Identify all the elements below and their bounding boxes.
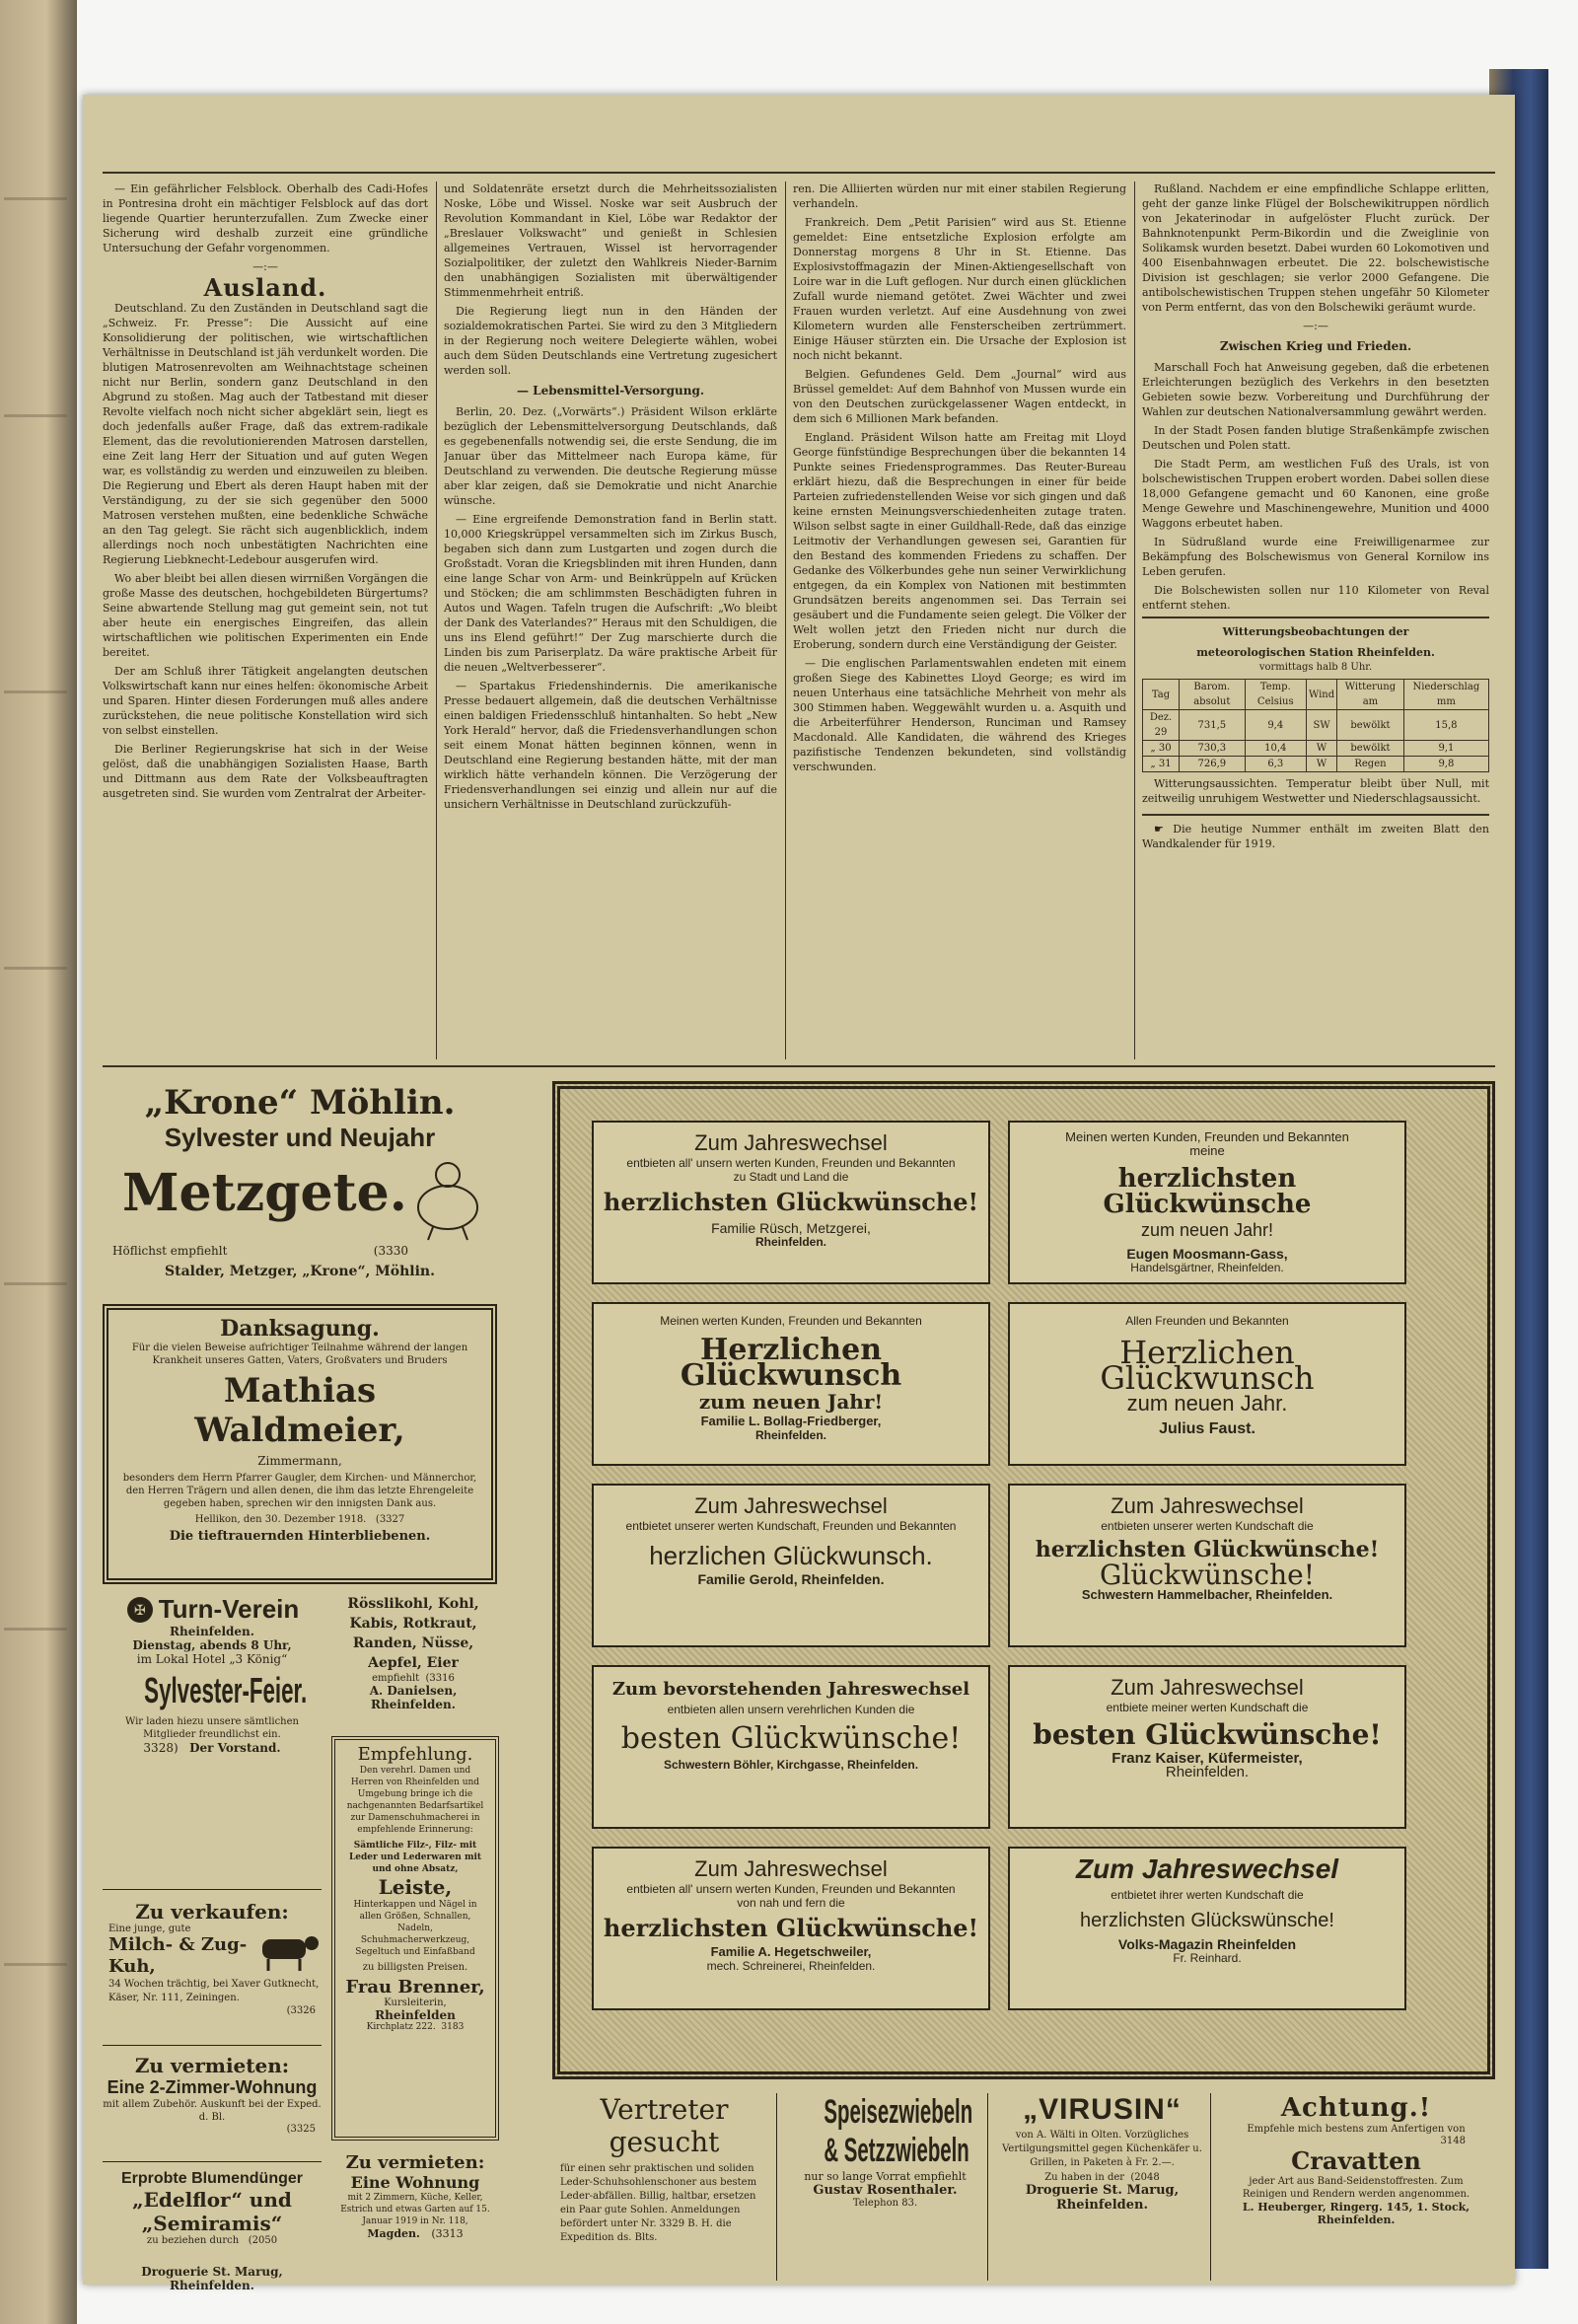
ad-setzzwiebeln: & Setzzwiebeln: [824, 2132, 969, 2169]
heading-lebensmittel: — Lebensmittel-Versorgung.: [516, 384, 705, 398]
weather-header: Temp. Celsius: [1245, 680, 1306, 710]
ad-danksagung: [103, 1304, 497, 1584]
greeting-card: Zum Jahreswechsel entbieten unserer werten Kundschaft die herzlichsten Glückwünsche! Glückwünsche! Schwestern Hammelbacher, Rheinfelden.: [1008, 1484, 1406, 1647]
ad-danksagung-title: Danksagung.: [220, 1316, 380, 1342]
ad-number: 3183: [441, 2022, 465, 2032]
greeting-card: Zum bevorstehenden Jahreswechsel entbieten allen unsern verehrlichen Kunden die besten Glückwünsche! Schwestern Böhler, Kirchgasse, Rheinfelden.: [592, 1665, 990, 1829]
ad-turnverein-footer: Der Vorstand.: [189, 1741, 281, 1755]
ad-virusin-title: „VIRUSIN“: [1023, 2093, 1182, 2126]
weather-title-3: vormittags halb 8 Uhr.: [1258, 662, 1373, 673]
ad-blumenduenger-footer: Droguerie St. Marug, Rheinfelden.: [141, 2265, 283, 2292]
weather-header: Wind: [1306, 680, 1336, 710]
article-deutschland-3: Der am Schluß ihrer Tätigkeit angelangten deutschen Volkswirtschaft kann nur eines helfen: ökonomische Arbeit und Sparen. Hinter diesen Forderungen muß alles andere zurückstehen, die neue politische Konstellation wird sich von selbst einstellen.: [103, 665, 428, 737]
weather-header: Tag: [1143, 680, 1180, 710]
ad-vermieten1-title: Zu vermieten:: [134, 2054, 290, 2077]
ad-gemuese: Rösslikohl, Kohl, Kabis, Rotkraut, Randen, Nüsse, Aepfel, Eier empfiehlt (3316 A. Danielsen, Rheinfelden.: [329, 1594, 497, 1724]
ad-gemuese-footer: A. Danielsen, Rheinfelden.: [369, 1684, 458, 1711]
article-england: England. Präsident Wilson hatte am Freitag mit Lloyd George fünfstündige Besprechungen über die bekannten 14 Punkte seines Friedensprogrammes. Das Reuter-Bureau erklärt hiezu, daß die Besprechungen in einer für beide Parteien zufriedenstellenden Weise vor sich gingen und daß keine ernsten Meinungsverschiedenheiten zutage traten. Wilson selbst sagte in einer Guildhall-Rede, daß das einzige Leitmotiv der Verhandlungen gewesen sei, Garantien für den Bestand des kommenden Friedens zu schaffen. Der Gedanke des Völkerbundes gehe nun seiner Verwirklichung entgegen, da ein Komplex von Nationen mit bestimmten Grundsätzen bereits angenommen sei. Das Terrain sei gesäubert und die Fundamente seien gelegt. Die Völker der Welt wollen jetzt den Frieden nicht nur durch die Eroberung, sondern durch eine Verständigung der Geister.: [793, 431, 1126, 651]
ad-danksagung-text: Für die vielen Beweise aufrichtiger Teilnahme während der langen Krankheit unseres Gatten, Vaters, Großvaters und Bruders: [131, 1343, 468, 1366]
greeting-card: Zum Jahreswechsel entbietet ihrer werten Kundschaft die herzlichsten Glückswünsche! Volks-Magazin Rheinfelden Fr. Reinhard.: [1008, 1847, 1406, 2010]
ad-vermieten-2: Zu vermieten: Eine Wohnung mit 2 Zimmern, Küche, Keller, Estrich und etwas Garten auf 15. Januar 1919 in Nr. 118, Magden. (3313: [331, 2152, 499, 2279]
ad-vertreter-title: Vertreter gesucht: [600, 2093, 729, 2158]
ad-turnverein: [103, 1594, 322, 1890]
ad-verkaufen: Zu verkaufen: Eine junge, gute Milch- & Zug-Kuh, 34 Wochen trächtig, bei Xaver Gutknecht, Käser, Nr. 111, Zeiningen. (3326: [103, 1900, 322, 2046]
article-posen: In der Stadt Posen fanden blutige Straßenkämpfe zwischen Deutschen und Polen statt.: [1142, 424, 1489, 452]
ad-semiramis: „Semiramis“: [141, 2212, 283, 2235]
column-rule: [1134, 182, 1135, 1059]
article-freiwillige: In Südrußland wurde eine Freiwilligenarmee zur Bekämpfung des Bolschewismus von General Kornilow ins Leben gerufen.: [1142, 536, 1489, 578]
ad-turnverein-place: Rheinfelden.: [170, 1625, 254, 1638]
ad-vermieten2-title: Zu vermieten:: [345, 2152, 485, 2173]
heading-krieg-frieden: Zwischen Krieg und Frieden.: [1219, 339, 1412, 353]
ad-virusin: „VIRUSIN“ von A. Wälti in Olten. Vorzügliches Vertilgungsmittel gegen Küchenkäfer u. Grillen, in Paketen à Fr. 2.—. Zu haben in der (2048 Droguerie St. Marug, Rheinfelden.: [994, 2093, 1211, 2281]
ad-krone-footer: Stalder, Metzger, „Krone“, Möhlin.: [165, 1264, 435, 1279]
article-soldatenraete: und Soldatenräte ersetzt durch die Mehrheitssozialisten Noske, Löbe und Wissel. Noske war seit Ausbruch der Revolution Kommandant in Kiel, Löbe war Redaktor der „Breslauer Volkswacht“ und genießt in Schlesien allgemeines Vertrauen, Wissel ist hervorragender Sozialpolitiker, der zuletzt den Wahlkreis Nieder-Barnim den unabhängigen Sozialisten mit überwältigender Stimmenmehrheit entriß.: [444, 182, 777, 299]
news-column-1: — Ein gefährlicher Felsblock. Oberhalb des Cadi-Hofes in Pontresina droht ein mächtiger Felsblock auf das dort liegende Quartier herunterzufallen. Zum Zwecke einer Sicherung wird deshalb zurzeit eine gründliche Untersuchung der Gefahr vorgenommen. —:— Ausland. Deutschland. Zu den Zuständen in Deutschland sagt die „Schweiz. Fr. Presse“: Die Aussicht auf eine Konsolidierung der politischen, wie wirtschaftlichen Verhältnisse in Deutschland ist jäh verdunkelt worden. Die blutigen Matrosenrevolten am Weihnachtstage scheinen nicht nur Berlin, sondern ganz Deutschland in den Abgrund zu stoßen. Mag auch der Tatbestand mit dieser Revolte vielfach noch nicht sicher abgeklärt sein, liegt es doch jedenfalls außer Frage, daß das extrem-radikale Element, das die revolutionierenden Matrosen darstellen, eine Zeit lang Herr der Situation und auf guten Wegen war, es vollständig zu werden und einzuweilen zu bleiben. Die Regierung und Ebert als deren Haupt haben mit der Verständigung, zu der sie sich gegenüber den 5000 Matrosen verstehen mußten, eine bedenkliche Schwäche an den Tag gelegt. Sie rächt sich augenblicklich, indem allerdings noch noch unbestätigten Nachrichten eine Regierung Liebknecht-Ledebour ausgerufen wird. Wo aber bleibt bei allen diesen wirrnißen Vorgängen die große Masse des deutschen, hochgebildeten Bürgertums? Seine abwartende Stellung mag gut gemeint sein, not tut aber heute ein energisches Eingreifen, das allein wirtschaftlichen wie politischen Experimenten ein Ende bereitet. Der am Schluß ihrer Tätigkeit angelangten deutschen Volkswirtschaft kann nur eines helfen: ökonomische Arbeit und Sparen. Hinter diesen Forderungen muß alles andere zurückstehen, die neue politische Konstellation wird sich von selbst einstellen. Die Berliner Regierungskrise hat sich in der Weise gelöst, daß die unabhängigen Sozialisten Haase, Barth und Dittmann aus dem Rate der Volksbeauftragten ausgetreten sind. Sie wurden vom Zentralrat der Arbeiter-: [103, 182, 428, 800]
weather-header: Barom. absolut: [1180, 680, 1246, 710]
adjacent-page-edge: [0, 0, 77, 2324]
ad-achtung: Achtung.! Empfehle mich bestens zum Anfertigen von 3148 Cravatten jeder Art aus Band-Seidenstoffresten. Zum Reinigen und Rendern werden angenommen. L. Heuberger, Ringerg. 145, 1. Stock, Rheinfelden.: [1217, 2093, 1495, 2281]
weather-table: [1142, 679, 1489, 772]
card-glueckwuensche-big: Glückwünsche!: [1100, 1559, 1315, 1591]
ad-danksagung-name: Mathias Waldmeier,: [194, 1371, 405, 1450]
article-wahlen: — Die englischen Parlamentswahlen endeten mit einem großen Siege des Kabinettes Lloyd George; es wird im neuen Unterhaus eine tatsächliche Mehrheit von mehr als 300 Stimmen haben. Weggewählt wurden u. a. Asquith und die Arbeiterführer Henderson, Runciman und Ramsey Macdonald. Alle Kandidaten, die während des Krieges pazifistische Tendenzen bekundeten, sind vollständig verschwunden.: [793, 657, 1126, 773]
ad-empfehlung-leiste: Leiste,: [378, 1875, 453, 1899]
ad-turnverein-location: im Lokal Hotel „3 König“: [136, 1652, 288, 1666]
ad-empfehlung-name: Frau Brenner,: [345, 1977, 485, 1997]
ad-krone-subtitle: Sylvester und Neujahr: [164, 1123, 436, 1152]
turnverein-cross-icon: [125, 1595, 155, 1625]
news-ads-divider: [103, 1065, 1495, 1067]
ad-turnverein-date: Dienstag, abends 8 Uhr,: [132, 1638, 292, 1652]
ad-turnverein-big: Sylvester-Feier.: [144, 1670, 308, 1710]
greeting-card: Zum Jahreswechsel entbiete meiner werten Kundschaft die besten Glückwünsche! Franz Kaiser, Küfermeister, Rheinfelden.: [1008, 1665, 1406, 1829]
ad-number: (3327: [375, 1514, 405, 1525]
article-regierung: Die Regierung liegt nun in den Händen der sozialdemokratischen Partei. Sie wird zu den 3 Mitgliedern in der Regierung noch weitere Delegierte wählen, wobei auch dem Süden Deutschlands eine Vertretung zugesichert werden soll.: [444, 305, 777, 377]
ad-krone-metzgete: Metzgete.: [122, 1163, 407, 1223]
article-russland: Rußland. Nachdem er eine empfindliche Schlappe erlitten, geht der ganze linke Flügel der Bolschewikitruppen nördlich von Jekaterinodar in aufgelöster Flucht zurück. Der Bahnknotenpunkt Perm-Bikordin und die Zweiglinie von Solikamsk wurden besetzt. Dabei wurden 60 Lokomotiven und 400 Eisenbahnwagen erbeutet. Die 22. bolschewistische Division ist geschlagen; sie verlor 2000 Gefangene. Die antibolschewistischen Truppen stehen ungefähr 50 Kilometer von Perm entfernt, das von den Bolschewiki geräumt wurde.: [1142, 182, 1489, 314]
ad-krone-moehlin: [103, 1077, 497, 1294]
weather-title-2: meteorologischen Station Rheinfelden.: [1196, 646, 1435, 659]
article-deutschland-2: Wo aber bleibt bei allen diesen wirrnißen Vorgängen die große Masse des deutschen, hochgebildeten Bürgertums? Seine abwartende Stellung mag gut gemeint sein, not tut aber heute ein energisches Eingreifen, das allein wirtschaftlichen wie politischen Experimenten ein Ende bereitet.: [103, 572, 428, 659]
svg-text:✠: ✠: [133, 1602, 146, 1619]
weather-header: Niederschlag mm: [1403, 680, 1488, 710]
ad-number: 3328): [143, 1741, 179, 1755]
ad-empfehlung: Empfehlung. Den verehrl. Damen und Herren von Rheinfelden und Umgebung bringe ich die nachgenannten Bedarfsartikel zur Damenschuhmacherei in empfehlende Erinnerung: Sämtliche Filz-, Filz- mit Leder und Lederwaren mit und ohne Absatz, Leiste, Hinterkappen und Nägel in allen Größen, Schnallen, Nadeln, Schuhmacherwerkzeug, Segeltuch und Einfaßband zu billigsten Preisen. Frau Brenner, Kursleiterin, Rheinfelden Kirchplatz 222. 3183: [331, 1736, 499, 2141]
ad-number: (3330: [373, 1244, 408, 1258]
article-demonstration: — Eine ergreifende Demonstration fand in Berlin statt. 10,000 Kriegskrüppel versammelten sich im Zirkus Busch, begaben sich dann zum Lustgarten und zogen durch die Großstadt. Voran die Kriegsblinden mit ihren Hunden, dann eine lange Schar von Arm- und Beinkrüppeln auf Krücken und Stöcken; die am schlimmsten Beschädigten fuhren in Autos und Wagen. Tafeln trugen die Aufschrift: „Wo bleibt der Dank des Vaterlandes?“ Heraus mit den Schuldigen, die uns ins Elend geführt!“ Der Zug marschierte durch die Linden bis zum Pariserplatz. Da wäre praktische Arbeit für die neuen „Weltverbesserer“.: [444, 513, 777, 674]
ad-danksagung-text2: besonders dem Herrn Pfarrer Gaugler, dem Kirchen- und Männerchor, den Herren Trägern und allen denen, die ihm das letzte Ehrengeleite gegeben haben, sprechen wir den innigsten Dank aus.: [122, 1473, 477, 1509]
weather-row: „ 31 726,9 6,3 W Regen 9,8: [1143, 757, 1489, 772]
ad-number: (3325: [286, 2124, 316, 2135]
ad-zwiebeln: Speisezwiebeln & Setzzwiebeln nur so lange Vorrat empfiehlt Gustav Rosenthaler. Telephon 83.: [783, 2093, 988, 2281]
ad-speisezwiebeln: Speisezwiebeln: [824, 2093, 973, 2131]
ad-danksagung-place: Hellikon, den 30. Dezember 1918.: [194, 1514, 367, 1525]
ad-number: (3313: [431, 2227, 464, 2240]
pointing-hand-icon: ☛: [1154, 823, 1174, 835]
column-rule: [436, 182, 437, 1059]
weather-header: Witterung am: [1337, 680, 1404, 710]
cow-illustration-icon: [252, 1929, 322, 1973]
greeting-card: Allen Freunden und Bekannten Herzlichen Glückwunsch zum neuen Jahr. Julius Faust.: [1008, 1302, 1406, 1466]
ad-krone-title: „Krone“ Möhlin.: [144, 1083, 456, 1123]
article-bolschewisten: Die Bolschewisten sollen nur 110 Kilometer von Reval entfernt stehen.: [1142, 584, 1489, 612]
greeting-card: Zum Jahreswechsel entbieten all' unsern werten Kunden, Freunden und Bekannten zu Stadt und Land die herzlichsten Glückwünsche! Familie Rüsch, Metzgerei, Rheinfelden.: [592, 1121, 990, 1284]
greeting-card: Zum Jahreswechsel entbietet unserer werten Kundschaft, Freunden und Bekannten herzlichen Glückwunsch. Familie Gerold, Rheinfelden.: [592, 1484, 990, 1647]
column-rule: [785, 182, 786, 1059]
ad-danksagung-profession: Zimmermann,: [257, 1454, 342, 1468]
ad-krone-empfiehlt: Höflichst empfiehlt: [112, 1244, 228, 1258]
ad-blumenduenger: Erprobte Blumendünger „Edelflor“ und „Semiramis“ zu beziehen durch (2050: [103, 2170, 322, 2279]
article-spartakus: — Spartakus Friedenshindernis. Die amerikanische Presse bedauert allgemein, daß die deutschen Verhältnisse einen baldigen Friedensschluß hintanhalten. So hebt „New York Herald“ hervor, daß die Friedensverhandlungen schon seit einem Monat hätten beginnen können, wenn in Deutschland eine Regierung bestanden hätte, mit der man wirklich hätte verhandeln können. Die Verzögerung der Friedensverhandlungen sei einzig und allein nur auf die unsichern Verhältnisse in Deutschland zurückzufüh-: [444, 680, 777, 811]
ad-vermieten-1: Zu vermieten: Eine 2-Zimmer-Wohnung mit allem Zubehör. Auskunft bei der Exped. d. Bl. (3325: [103, 2054, 322, 2162]
news-column-3: [793, 182, 1126, 1059]
article-deutschland: Deutschland. Zu den Zuständen in Deutschland sagt die „Schweiz. Fr. Presse“: Die Aussicht auf eine Konsolidierung der politischen, wie wirtschaftlichen Verhältnisse in Deutschland ist jäh verdunkelt worden. Die blutigen Matrosenrevolten am Weihnachtstage scheinen nicht nur Berlin, sondern ganz Deutschland in den Abgrund zu stoßen. Mag auch der Tatbestand mit dieser Revolte vielfach noch nicht sicher abgeklärt sein, liegt es doch jedenfalls außer Frage, daß das extrem-radikale Element, das die revolutionierenden Matrosen darstellen, eine Zeit lang Herr der Situation und auf guten Wegen war, es vollständig zu werden und einzuweilen zu bleiben. Die Regierung und Ebert als deren Haupt haben mit der Verständigung, zu der sie sich gegenüber den 5000 Matrosen verstehen mußten, eine bedenkliche Schwäche an den Tag gelegt. Sie rächt sich augenblicklich, indem allerdings noch noch unbestätigten Nachrichten eine Regierung Liebknecht-Ledebour ausgerufen wird.: [103, 302, 428, 566]
article-belgien: Belgien. Gefundenes Geld. Dem „Journal“ wird aus Brüssel gemeldet: Auf dem Bahnhof von Mussen wurde ein von den Deutschen zurückgelassener Wagen entdeckt, in dem sich 6 Millionen Mark befanden.: [793, 368, 1126, 425]
newspaper-page: [83, 95, 1515, 2292]
greeting-card: Zum Jahreswechsel entbieten all' unsern werten Kunden, Freunden und Bekannten von nah und fern die herzlichsten Glückwünsche! Familie A. Hegetschweiler, mech. Schreinerei, Rheinfelden.: [592, 1847, 990, 2010]
ad-vermieten1-wohnung: Eine 2-Zimmer-Wohnung: [107, 2077, 318, 2097]
ad-gemuese-text: Rösslikohl, Kohl, Kabis, Rotkraut, Randen, Nüsse, Aepfel, Eier: [347, 1596, 479, 1671]
ad-vertreter: Vertreter gesucht für einen sehr praktischen und soliden Leder-Schuhsohlenschoner aus bestem Leder-abfällen. Billig, haltbar, ersetzen ein Paar gute Sohlen. Anmeldungen befördert unter Nr. 3329 B. H. die Expedition ds. Blts.: [552, 2093, 777, 2281]
ad-danksagung-footer: Die tieftrauernden Hinterbliebenen.: [169, 1529, 431, 1544]
greeting-card: Meinen werten Kunden, Freunden und Bekannten meine herzlichsten Glückwünsche zum neuen Jahr! Eugen Moosmann-Gass, Handelsgärtner, Rheinfelden.: [1008, 1121, 1406, 1284]
weather-report: [1142, 617, 1489, 816]
ad-cravatten: Cravatten: [1291, 2146, 1421, 2175]
greeting-card: Meinen werten Kunden, Freunden und Bekannten Herzlichen Glückwunsch zum neuen Jahr! Familie L. Bollag-Friedberger, Rheinfelden.: [592, 1302, 990, 1466]
ad-vermieten2-wohnung: Eine Wohnung: [350, 2173, 480, 2192]
weather-title-1: Witterungsbeobachtungen der: [1222, 625, 1409, 638]
article-foch: Marschall Foch hat Anweisung gegeben, daß die erbetenen Erleichterungen bezüglich des Verkehrs in den besetzten Gebieten sowie bezw. Vorbereitung und Durchführung der Wahlen zur deutschen Nationalversammlung gewährt werden.: [1142, 361, 1489, 418]
ad-number: 3148: [1440, 2136, 1466, 2146]
ad-verkaufen-kuh: Milch- & Zug-Kuh,: [108, 1934, 248, 1977]
ad-turnverein-text: Wir laden hiezu unsere sämtlichen Mitglieder freundlichst ein.: [124, 1716, 299, 1740]
weather-row: Dez. 29 731,5 9,4 SW bewölkt 15,8: [1143, 710, 1489, 741]
article-perm: Die Stadt Perm, am westlichen Fuß des Urals, ist von bolschewistischen Truppen erobert worden. Dabei sollen diese 18,000 Gefangene gemacht und 60 Kanonen, eine große Menge Gewehre und Maschinengewehre, Munition und 4000 Waggons erbeutet haben.: [1142, 458, 1489, 530]
ad-verkaufen-title: Zu verkaufen:: [135, 1900, 289, 1924]
ad-empfehlung-title: Empfehlung.: [357, 1744, 473, 1765]
pig-illustration-icon: [408, 1153, 487, 1242]
ad-number: (2048: [1130, 2172, 1160, 2183]
article-regierungskrise: Die Berliner Regierungskrise hat sich in der Weise gelöst, daß die unabhängigen Sozialisten Haase, Barth und Dittmann aus dem Rate der Volksbeauftragten ausgetreten sind. Sie wurden vom Zentralrat der Arbeiter-: [103, 743, 428, 800]
ad-turnverein-title: Turn-Verein: [158, 1594, 300, 1624]
ad-number: (3316: [425, 1673, 455, 1684]
news-column-4: Rußland. Nachdem er eine empfindliche Schlappe erlitten, geht der ganze linke Flügel der Bolschewikitruppen nördlich von Jekaterinodar in aufgelöster Flucht zurück. Der Bahnknotenpunkt Perm-Bikordin und die Zweiglinie von Solikamsk wurden besetzt. Dabei wurden 60 Lokomotiven und 400 Eisenbahnwagen erbeutet. Die 22. bolschewistische Division ist geschlagen; sie verlor 2000 Gefangene. Die antibolschewistischen Truppen stehen ungefähr 50 Kilometer von Perm entfernt, das von den Bolschewiki geräumt wurde. —:— Zwischen Krieg und Frieden. Marschall Foch hat Anweisung gegeben, daß die erbetenen Erleichterungen bezüglich des Verkehrs in den besetzten Gebieten sowie bezw. Vorbereitung und Durchführung der Wahlen zur deutschen Nationalversammlung gewährt werden. In der Stadt Posen fanden blutige Straßenkämpfe zwischen Deutschen und Polen statt. Die Stadt Perm, am westlichen Fuß des Urals, ist von bolschewistischen Truppen erobert worden. Dabei sollen diese 18,000 Gefangene gemacht und 60 Kanonen, eine große Menge Gewehre und Maschinengewehre, Munition und 4000 Waggons erbeutet haben. In Südrußland wurde eine Freiwilligenarmee zur Bekämpfung des Bolschewismus von General Kornilow ins Leben gerufen. Die Bolschewisten sollen nur 110 Kilometer von Reval entfernt stehen. Witterungsbeobachtungen der meteorologischen Station Rheinfelden. vormittags halb 8 Uhr. Tag Barom. absolut Temp. Celsius Wind Witterung am Niederschlag mm Dez. 29 731,5 9,4 SW bewölkt 15,8 „ 30 730,3 10,4 W bewölkt 9,1 „ 31 726,9 6,3 W Regen 9,8 Witterungsaussichten. Temperatur bleibt über Null, mit zeitweilig unruhigem Westwetter und Niederschlagsaussicht. ☛ Die heutige Nummer enthält im zweiten Blatt den Wandkalender für 1919.: [1142, 182, 1489, 850]
header-rule: [103, 172, 1495, 174]
ad-number: (2050: [248, 2235, 278, 2246]
section-heading-ausland: Ausland.: [203, 273, 327, 302]
article-felsblock: — Ein gefährlicher Felsblock. Oberhalb des Cadi-Hofes in Pontresina droht ein mächtiger Felsblock auf das dort liegende Quartier herunterzufallen. Zum Zwecke einer Sicherung wird deshalb zurzeit eine gründliche Untersuchung der Gefahr vorgenommen.: [103, 182, 428, 254]
article-allierten: ren. Die Alliierten würden nur mit einer stabilen Regierung verhandeln.: [793, 182, 1126, 210]
ad-number: (3326: [286, 2005, 316, 2016]
article-frankreich: Frankreich. Dem „Petit Parisien“ wird aus St. Etienne gemeldet: Eine entsetzliche Explosion erfolgte am Donnerstag morgens 8 Uhr in St. Etienne. Das Explosivstoffmagazin der Minen-Aktiengesellschaft von Loire war in die Luft geflogen. Nur durch einen glücklichen Zufall wurde niemand getötet. Zwei Wächter und zwei Frauen wurden verletzt. Auf eine Ausdehnung von zwei Kilometern wurden alle Fensterscheiben zertrümmert. Einige Häuser stürzten ein. Die Ursache der Explosion ist noch nicht bekannt.: [793, 216, 1126, 362]
weather-row: „ 30 730,3 10,4 W bewölkt 9,1: [1143, 741, 1489, 757]
article-lebensmittel: Berlin, 20. Dez. („Vorwärts“.) Präsident Wilson erklärte bezüglich der Lebensmittelversorgung Deutschlands, daß es gegebenenfalls notwendig sei, die erste Sendung, die im Januar über das Mittelmeer nach Europa käme, für Deutschland zu verwenden. Die deutsche Regierung müsse aber klar zeigen, daß sie Demokratie und nicht Anarchie wünsche.: [444, 405, 777, 507]
news-column-2: [444, 182, 777, 1059]
ad-achtung-title: Achtung.!: [1280, 2093, 1432, 2123]
ad-edelflor: „Edelflor“ und: [132, 2188, 292, 2212]
weather-aussichten: Witterungsaussichten. Temperatur bleibt über Null, mit zeitweilig unruhigem Westwetter und Niederschlagsaussicht.: [1142, 777, 1489, 805]
notice-wandkalender: ☛ Die heutige Nummer enthält im zweiten Blatt den Wandkalender für 1919.: [1142, 823, 1489, 850]
